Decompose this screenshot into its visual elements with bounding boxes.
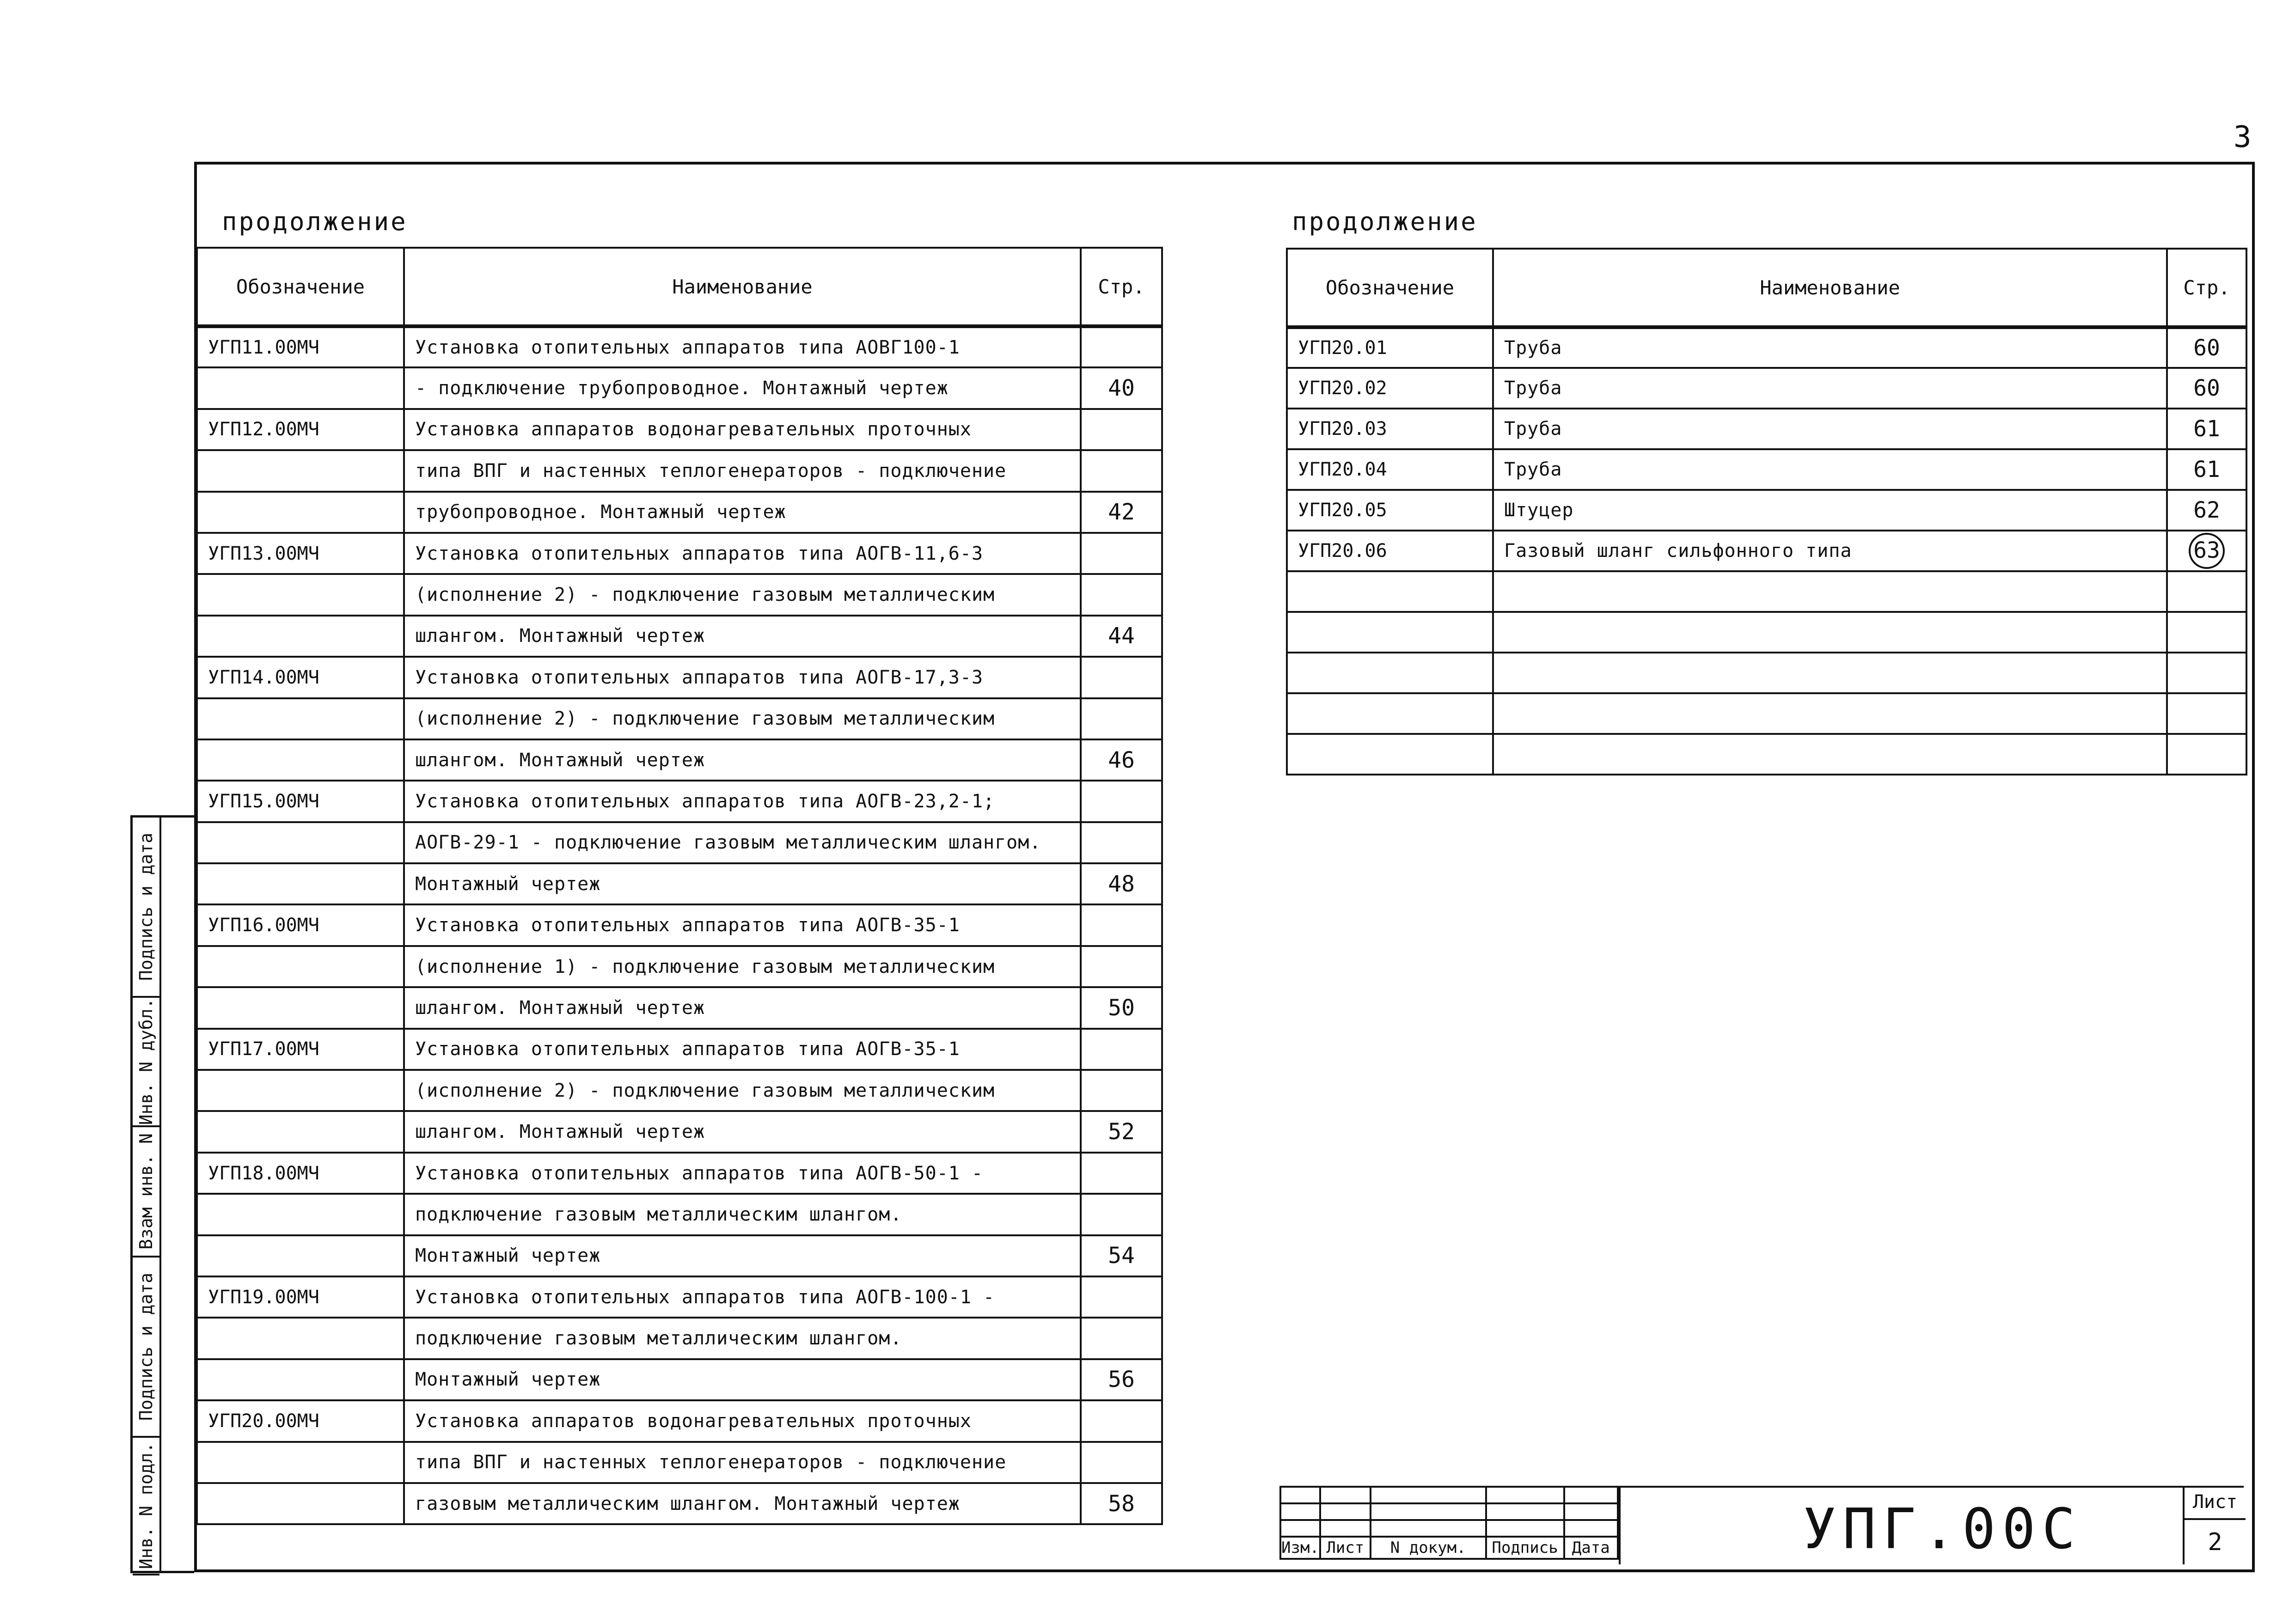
header-designation: Обозначение: [197, 248, 404, 326]
table-row: [197, 1153, 1162, 1194]
row-designation: [197, 863, 404, 904]
row-page: [1081, 822, 1162, 863]
table-row: [197, 492, 1162, 533]
row-page: [1081, 1318, 1162, 1359]
row-page: [1081, 1442, 1162, 1483]
row-designation: [197, 1318, 404, 1359]
row-designation: УГП19.00МЧ: [197, 1276, 404, 1318]
row-page: [2167, 734, 2246, 775]
header-name: Наименование: [404, 248, 1081, 326]
row-page: [1081, 533, 1162, 574]
stamp-label-sheet: Лист: [1320, 1537, 1371, 1559]
row-designation: [197, 987, 404, 1028]
table-row: [1287, 409, 2246, 449]
row-name: шлангом. Монтажный чертеж: [404, 739, 1081, 781]
table-row: [1287, 327, 2246, 368]
row-name: Установка отопительных аппаратов типа АОГВ-35-1: [404, 904, 1081, 946]
row-designation: [197, 946, 404, 987]
row-designation: [197, 367, 404, 409]
row-name: шлангом. Монтажный чертеж: [404, 616, 1081, 657]
row-designation: [197, 1111, 404, 1152]
table-row: [1287, 734, 2246, 775]
table-row: [197, 698, 1162, 739]
document-code: УПГ.00С: [1803, 1497, 2082, 1562]
row-page: [2167, 653, 2246, 693]
table-row: [1287, 612, 2246, 653]
table-row: [1287, 653, 2246, 693]
row-page: 60: [2167, 327, 2246, 368]
row-page: [1081, 1276, 1162, 1318]
row-designation: УГП20.03: [1287, 409, 1493, 449]
table-row: [197, 1194, 1162, 1235]
row-name: (исполнение 2) - подключение газовым металлическим: [404, 698, 1081, 739]
row-name: Установка аппаратов водонагревательных проточных: [404, 1400, 1081, 1441]
row-name: [1493, 571, 2167, 612]
row-designation: УГП11.00МЧ: [197, 326, 404, 367]
row-designation: УГП16.00МЧ: [197, 904, 404, 946]
row-designation: УГП12.00МЧ: [197, 409, 404, 450]
table-row: [197, 987, 1162, 1028]
row-page: [1081, 698, 1162, 739]
stamp-label-date: Дата: [1564, 1537, 1618, 1559]
table-row: [197, 1111, 1162, 1152]
stamp-sidebar: [130, 815, 194, 1573]
row-designation: [1287, 612, 1493, 653]
stamp-label-doc-number: N докум.: [1371, 1537, 1486, 1559]
row-name: (исполнение 2) - подключение газовым металлическим: [404, 574, 1081, 615]
row-designation: УГП20.05: [1287, 490, 1493, 531]
row-page: [1081, 781, 1162, 822]
row-page: [2167, 531, 2246, 571]
header-designation: Обозначение: [1287, 249, 1493, 327]
row-name: Установка отопительных аппаратов типа АОГВ-35-1: [404, 1029, 1081, 1070]
table-row: [197, 1442, 1162, 1483]
row-designation: УГП20.04: [1287, 449, 1493, 490]
row-designation: УГП20.01: [1287, 327, 1493, 368]
row-name: Труба: [1493, 409, 2167, 449]
row-designation: [197, 1070, 404, 1111]
row-name: [1493, 734, 2167, 775]
stamp-label-change: Изм.: [1280, 1537, 1320, 1559]
table-row: [197, 533, 1162, 574]
row-page: [1081, 409, 1162, 450]
row-name: Монтажный чертеж: [404, 1359, 1081, 1400]
row-page: [1081, 1070, 1162, 1111]
row-page: 60: [2167, 368, 2246, 409]
row-name: трубопроводное. Монтажный чертеж: [404, 492, 1081, 533]
table-row: [197, 574, 1162, 615]
row-name: [1493, 693, 2167, 734]
sidebar-field: [133, 1438, 159, 1575]
sidebar-field-label: Подпись и дата: [136, 1272, 156, 1421]
sidebar-field: [133, 1127, 159, 1258]
row-page: 54: [1081, 1235, 1162, 1276]
title-block-stamp: [1279, 1486, 2244, 1564]
table-row: [197, 904, 1162, 946]
row-page: 52: [1081, 1111, 1162, 1152]
table-row: [197, 1483, 1162, 1524]
row-page: [1081, 1153, 1162, 1194]
row-page: 61: [2167, 409, 2246, 449]
sheet-number: 2: [2208, 1528, 2222, 1556]
row-name: [1493, 653, 2167, 693]
sidebar-field-label: Инв. N подл.: [136, 1442, 156, 1569]
row-designation: [1287, 653, 1493, 693]
table-row: [1287, 693, 2246, 734]
row-name: Монтажный чертеж: [404, 863, 1081, 904]
table-row: [197, 822, 1162, 863]
row-designation: [197, 450, 404, 491]
row-page: [2167, 693, 2246, 734]
row-page: [2167, 612, 2246, 653]
table-row: [1287, 368, 2246, 409]
row-name: Установка отопительных аппаратов типа АОГВ-11,6-3: [404, 533, 1081, 574]
row-page: 61: [2167, 449, 2246, 490]
contents-table-right: [1286, 248, 2247, 775]
row-page: 46: [1081, 739, 1162, 781]
table-row: [197, 326, 1162, 367]
table-row: [1287, 490, 2246, 531]
table-row: [197, 616, 1162, 657]
row-designation: [197, 1442, 404, 1483]
table-row: [197, 1276, 1162, 1318]
table-row: [197, 946, 1162, 987]
row-designation: [197, 492, 404, 533]
row-page: 58: [1081, 1483, 1162, 1524]
row-name: Установка аппаратов водонагревательных проточных: [404, 409, 1081, 450]
row-page: [2167, 571, 2246, 612]
table-row: [197, 1029, 1162, 1070]
row-designation: УГП18.00МЧ: [197, 1153, 404, 1194]
table-row: [197, 781, 1162, 822]
row-designation: УГП20.06: [1287, 531, 1493, 571]
row-page: [1081, 1029, 1162, 1070]
row-designation: [197, 1483, 404, 1524]
sidebar-field: [133, 998, 159, 1127]
contents-table-left: [196, 247, 1163, 1525]
row-page: 40: [1081, 367, 1162, 409]
table-row: [197, 450, 1162, 491]
row-page: [1081, 904, 1162, 946]
row-designation: [197, 698, 404, 739]
row-page: [1081, 450, 1162, 491]
table-row: [197, 409, 1162, 450]
table-row: [197, 1070, 1162, 1111]
table-row: [197, 1400, 1162, 1441]
sidebar-field: [133, 818, 159, 998]
row-name: Монтажный чертеж: [404, 1235, 1081, 1276]
table-row: [1287, 531, 2246, 571]
sidebar-field-label: Инв. N дубл.: [136, 998, 156, 1125]
sidebar-field-label: Взам инв. N: [136, 1133, 156, 1250]
row-name: подключение газовым металлическим шлангом.: [404, 1318, 1081, 1359]
row-name: [1493, 612, 2167, 653]
row-name: типа ВПГ и настенных теплогенераторов - подключение: [404, 1442, 1081, 1483]
table-header: [197, 248, 1162, 326]
row-name: (исполнение 1) - подключение газовым металлическим: [404, 946, 1081, 987]
sidebar-field: [133, 1258, 159, 1438]
row-name: шлангом. Монтажный чертеж: [404, 1111, 1081, 1152]
row-name: Труба: [1493, 327, 2167, 368]
row-page: 50: [1081, 987, 1162, 1028]
table-header: [1287, 249, 2246, 327]
table-row: [197, 657, 1162, 698]
row-name: Труба: [1493, 368, 2167, 409]
table-row: [197, 1235, 1162, 1276]
row-name: Установка отопительных аппаратов типа АОГВ-23,2-1;: [404, 781, 1081, 822]
row-name: шлангом. Монтажный чертеж: [404, 987, 1081, 1028]
row-name: Установка отопительных аппаратов типа АОГВ-17,3-3: [404, 657, 1081, 698]
row-page: [1081, 574, 1162, 615]
row-page: 56: [1081, 1359, 1162, 1400]
table-row: [197, 1359, 1162, 1400]
page-number: 3: [2234, 120, 2252, 154]
row-page: [1081, 326, 1162, 367]
row-page: [1081, 1194, 1162, 1235]
right-heading: продолжение: [1292, 207, 1478, 236]
row-name: Установка отопительных аппаратов типа АОГВ-100-1 -: [404, 1276, 1081, 1318]
header-page: Стр.: [2167, 249, 2246, 327]
row-name: Установка отопительных аппаратов типа АОВГ100-1: [404, 326, 1081, 367]
row-name: Установка отопительных аппаратов типа АОГВ-50-1 -: [404, 1153, 1081, 1194]
sidebar-field-label: Подпись и дата: [136, 832, 156, 981]
row-designation: УГП15.00МЧ: [197, 781, 404, 822]
row-designation: [197, 1194, 404, 1235]
row-designation: УГП17.00МЧ: [197, 1029, 404, 1070]
row-name: типа ВПГ и настенных теплогенераторов - подключение: [404, 450, 1081, 491]
row-name: Труба: [1493, 449, 2167, 490]
row-designation: [1287, 693, 1493, 734]
row-designation: [197, 574, 404, 615]
table-row: [1287, 449, 2246, 490]
row-designation: УГП20.02: [1287, 368, 1493, 409]
row-designation: [197, 1359, 404, 1400]
row-name: газовым металлическим шлангом. Монтажный чертеж: [404, 1483, 1081, 1524]
row-designation: [197, 822, 404, 863]
circled-page-number: 63: [2189, 533, 2225, 569]
row-designation: [197, 616, 404, 657]
row-page: [1081, 657, 1162, 698]
table-row: [197, 863, 1162, 904]
row-name: (исполнение 2) - подключение газовым металлическим: [404, 1070, 1081, 1111]
table-row: [197, 367, 1162, 409]
table-row: [197, 1318, 1162, 1359]
row-name: Штуцер: [1493, 490, 2167, 531]
sheet-label: Лист: [2185, 1486, 2246, 1520]
row-name: Газовый шланг сильфонного типа: [1493, 531, 2167, 571]
row-page: [1081, 1400, 1162, 1441]
left-heading: продолжение: [222, 207, 408, 236]
row-designation: УГП14.00МЧ: [197, 657, 404, 698]
row-name: подключение газовым металлическим шлангом.: [404, 1194, 1081, 1235]
row-page: 62: [2167, 490, 2246, 531]
row-name: - подключение трубопроводное. Монтажный чертеж: [404, 367, 1081, 409]
row-name: АОГВ-29-1 - подключение газовым металлическим шлангом.: [404, 822, 1081, 863]
header-name: Наименование: [1493, 249, 2167, 327]
row-page: 42: [1081, 492, 1162, 533]
row-designation: [1287, 734, 1493, 775]
row-designation: УГП20.00МЧ: [197, 1400, 404, 1441]
stamp-label-signature: Подпись: [1486, 1537, 1564, 1559]
sheet-number-box: [2183, 1486, 2246, 1564]
table-row: [1287, 571, 2246, 612]
row-page: 44: [1081, 616, 1162, 657]
row-page: 48: [1081, 863, 1162, 904]
row-designation: [1287, 571, 1493, 612]
row-designation: УГП13.00МЧ: [197, 533, 404, 574]
row-designation: [197, 739, 404, 781]
header-page: Стр.: [1081, 248, 1162, 326]
row-designation: [197, 1235, 404, 1276]
table-row: [197, 739, 1162, 781]
row-page: [1081, 946, 1162, 987]
